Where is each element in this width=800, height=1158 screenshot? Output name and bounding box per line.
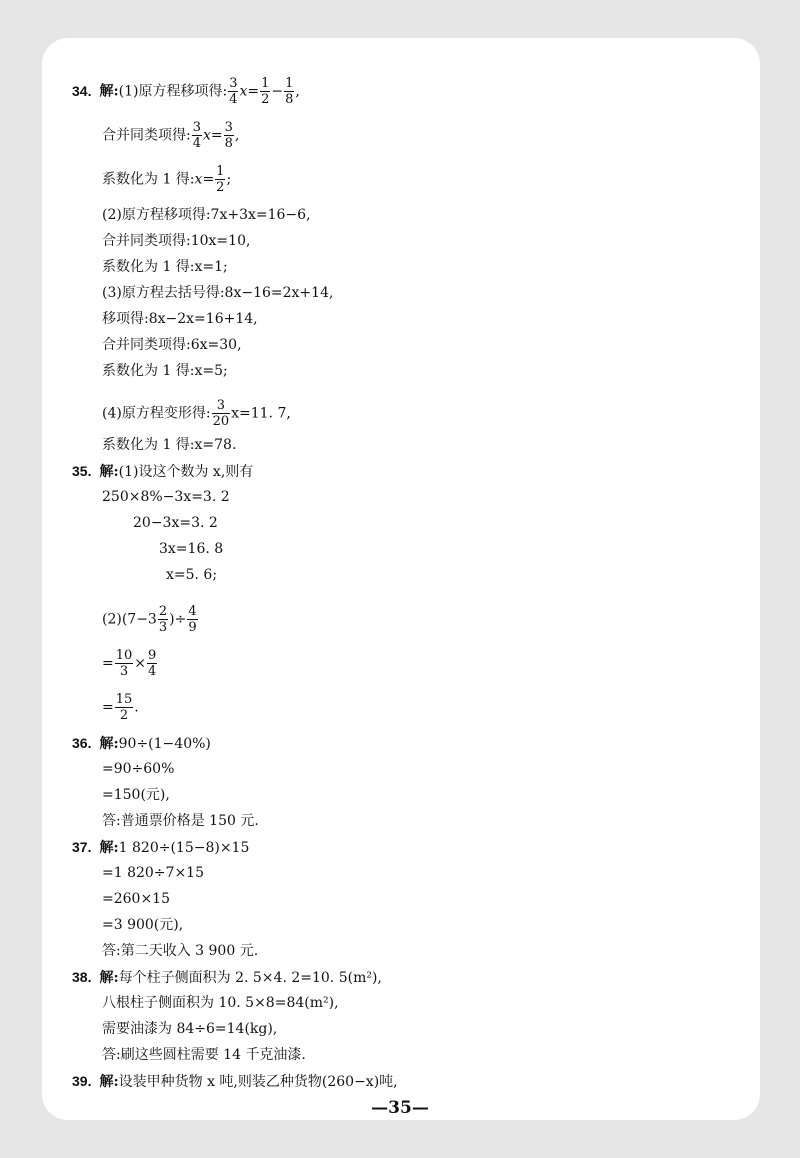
problem-34-line-10: 系数化为 1 得:x=5;	[102, 363, 228, 379]
fraction: $\frac{3}{8}$	[224, 120, 233, 151]
problem-38-line-2: 八根柱子侧面积为 10. 5×8=84(m²),	[102, 995, 339, 1011]
fraction: $\frac{3}{4}$	[192, 120, 201, 151]
problem-number: 38.	[72, 969, 92, 985]
problem-37-line-5: 答:第二天收入 3 900 元.	[102, 943, 259, 959]
problem-37-line-2: =1 820÷7×15	[102, 865, 204, 881]
problem-35-line-4: 3x=16. 8	[159, 541, 224, 557]
problem-35-line-2: 250×8%−3x=3. 2	[102, 489, 230, 505]
problem-34-line-5: 合并同类项得:10x=10,	[102, 233, 251, 249]
problem-34-line-4: (2)原方程移项得:7x+3x=16−6,	[102, 207, 311, 223]
problem-34-line-2: 合并同类项得: $\frac{3}{4}$ x= $\frac{3}{8}$ ,	[102, 120, 240, 151]
solution-label: 解:	[99, 970, 119, 986]
fraction: $\frac{1}{2}$	[261, 76, 270, 107]
problem-38-line-1: 38. 解:每个柱子侧面积为 2. 5×4. 2=10. 5(m²),	[72, 969, 382, 986]
problem-35-line-7: = $\frac{10}{3}$ × $\frac{9}{4}$	[102, 648, 157, 679]
page-number: —35—	[371, 1098, 429, 1118]
problem-35-line-8: = $\frac{15}{2}$ .	[102, 692, 139, 723]
fraction: $\frac{3}{20}$	[212, 398, 230, 429]
problem-34-line-8: 移项得:8x−2x=16+14,	[102, 311, 258, 327]
solution-label: 解:	[99, 840, 119, 856]
fraction: $\frac{10}{3}$	[115, 648, 133, 679]
solution-label: 解:	[99, 736, 119, 752]
fraction: $\frac{4}{9}$	[188, 604, 197, 635]
problem-36-line-2: =90÷60%	[102, 761, 175, 777]
problem-number: 39.	[72, 1073, 92, 1089]
problem-35-line-1: 35. 解:(1)设这个数为 x,则有	[72, 463, 254, 480]
problem-38-line-4: 答:刷这些圆柱需要 14 千克油漆.	[102, 1047, 306, 1063]
problem-number: 34.	[72, 82, 92, 99]
fraction: $\frac{2}{3}$	[158, 604, 168, 635]
problem-38-line-3: 需要油漆为 84÷6=14(kg),	[102, 1021, 278, 1037]
fraction: $\frac{9}{4}$	[148, 648, 157, 679]
problem-34-line-12: 系数化为 1 得:x=78.	[102, 437, 237, 453]
solution-label: 解:	[99, 83, 119, 100]
problem-number: 37.	[72, 839, 92, 855]
problem-35-line-5: x=5. 6;	[166, 567, 218, 583]
problem-number: 35.	[72, 463, 92, 479]
problem-35-line-6: (2)(7−3 $\frac{2}{3}$ )÷ $\frac{4}{9}$	[102, 604, 197, 635]
fraction: $\frac{15}{2}$	[115, 692, 133, 723]
problem-34-line-3: 系数化为 1 得:x= $\frac{1}{2}$ ;	[102, 164, 232, 195]
problem-35-line-3: 20−3x=3. 2	[133, 515, 218, 531]
problem-37-line-4: =3 900(元),	[102, 917, 184, 933]
problem-34-line-6: 系数化为 1 得:x=1;	[102, 259, 228, 275]
problem-39-line-1: 39. 解:设装甲种货物 x 吨,则装乙种货物(260−x)吨,	[72, 1073, 398, 1090]
fraction: $\frac{1}{2}$	[216, 164, 225, 195]
fraction: $\frac{3}{4}$	[229, 76, 238, 107]
problem-36-line-3: =150(元),	[102, 787, 170, 803]
solution-label: 解:	[99, 1074, 119, 1090]
problem-34-line-1: 34. 解:(1)原方程移项得: $\frac{3}{4}$ x= $\frac{1}{2}$ − $\frac{1}{8}$ ,	[72, 76, 300, 107]
problem-37-line-3: =260×15	[102, 891, 170, 907]
problem-36-line-4: 答:普通票价格是 150 元.	[102, 813, 259, 829]
problem-34-line-11: (4)原方程变形得: $\frac{3}{20}$ x=11. 7,	[102, 398, 291, 429]
fraction: $\frac{1}{8}$	[285, 76, 294, 107]
problem-number: 36.	[72, 735, 92, 751]
problem-36-line-1: 36. 解:90÷(1−40%)	[72, 735, 211, 752]
solution-label: 解:	[99, 464, 119, 480]
problem-34-line-7: (3)原方程去括号得:8x−16=2x+14,	[102, 285, 334, 301]
problem-34-line-9: 合并同类项得:6x=30,	[102, 337, 242, 353]
step-text: (1)原方程移项得:	[118, 83, 228, 100]
problem-37-line-1: 37. 解:1 820÷(15−8)×15	[72, 839, 250, 856]
